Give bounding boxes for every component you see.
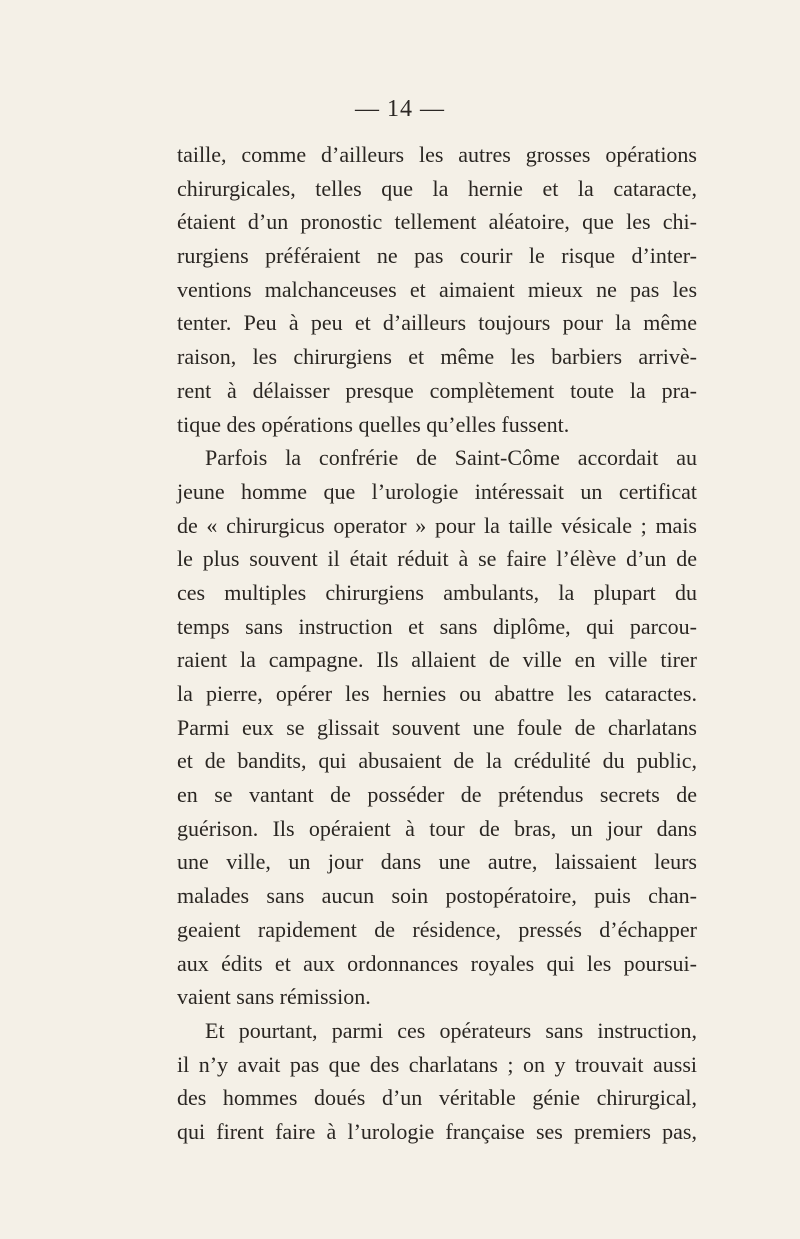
text-line: ventions malchanceuses et aimaient mieux ne pas les xyxy=(177,276,697,302)
text-line: une ville, un jour dans une autre, laissaient leurs xyxy=(177,849,697,875)
text-line: vaient sans rémission. xyxy=(177,984,371,1010)
text-line: tenter. Peu à peu et d’ailleurs toujours pour la même xyxy=(177,310,697,336)
text-line: taille, comme d’ailleurs les autres grosses opérations xyxy=(177,142,697,167)
text-line: la pierre, opérer les hernies ou abattre les cataractes. xyxy=(177,681,697,706)
text-line: chirurgicales, telles que la hernie et la cataracte, xyxy=(177,175,697,201)
text-line: en se vantant de posséder de prétendus secrets de xyxy=(177,782,697,808)
text-line: étaient d’un pronostic tellement aléatoire, que les chi- xyxy=(177,209,697,235)
text-line: temps sans instruction et sans diplôme, qui parcou- xyxy=(177,613,697,639)
text-line: le plus souvent il était réduit à se faire l’élève d’un de xyxy=(177,546,697,572)
text-line: des hommes doués d’un véritable génie chirurgical, xyxy=(177,1085,697,1111)
text-line: raison, les chirurgiens et même les barbiers arrivè- xyxy=(177,344,697,370)
text-line: malades sans aucun soin postopératoire, puis chan- xyxy=(177,883,697,909)
text-line: geaient rapidement de résidence, pressés d’échapper xyxy=(177,916,697,942)
page-number: — 14 — xyxy=(355,96,445,122)
body-text xyxy=(177,138,697,1149)
text-line: aux édits et aux ordonnances royales qui les poursui- xyxy=(177,950,697,976)
text-line: il n’y avait pas que des charlatans ; on y trouvait aussi xyxy=(177,1051,697,1077)
text-line: et de bandits, qui abusaient de la crédulité du public, xyxy=(177,748,697,774)
text-line: Parmi eux se glissait souvent une foule de charlatans xyxy=(177,714,697,740)
text-line: rurgiens préféraient ne pas courir le risque d’inter- xyxy=(177,243,697,269)
paragraph-first-line: Parfois la confrérie de Saint-Côme accordait au xyxy=(205,445,697,471)
text-line: guérison. Ils opéraient à tour de bras, un jour dans xyxy=(177,815,697,841)
text-line: jeune homme que l’urologie intéressait un certificat xyxy=(177,478,697,504)
text-line: de « chirurgicus operator » pour la taille vésicale ; mais xyxy=(177,512,697,538)
text-line: qui firent faire à l’urologie française ses premiers pas, xyxy=(177,1118,697,1144)
paragraph-first-line: Et pourtant, parmi ces opérateurs sans instruction, xyxy=(205,1017,697,1043)
text-line: tique des opérations quelles qu’elles fussent. xyxy=(177,411,570,437)
text-line: raient la campagne. Ils allaient de ville en ville tirer xyxy=(177,647,697,673)
text-line: rent à délaisser presque complètement toute la pra- xyxy=(177,377,697,403)
text-line: ces multiples chirurgiens ambulants, la plupart du xyxy=(177,579,697,605)
